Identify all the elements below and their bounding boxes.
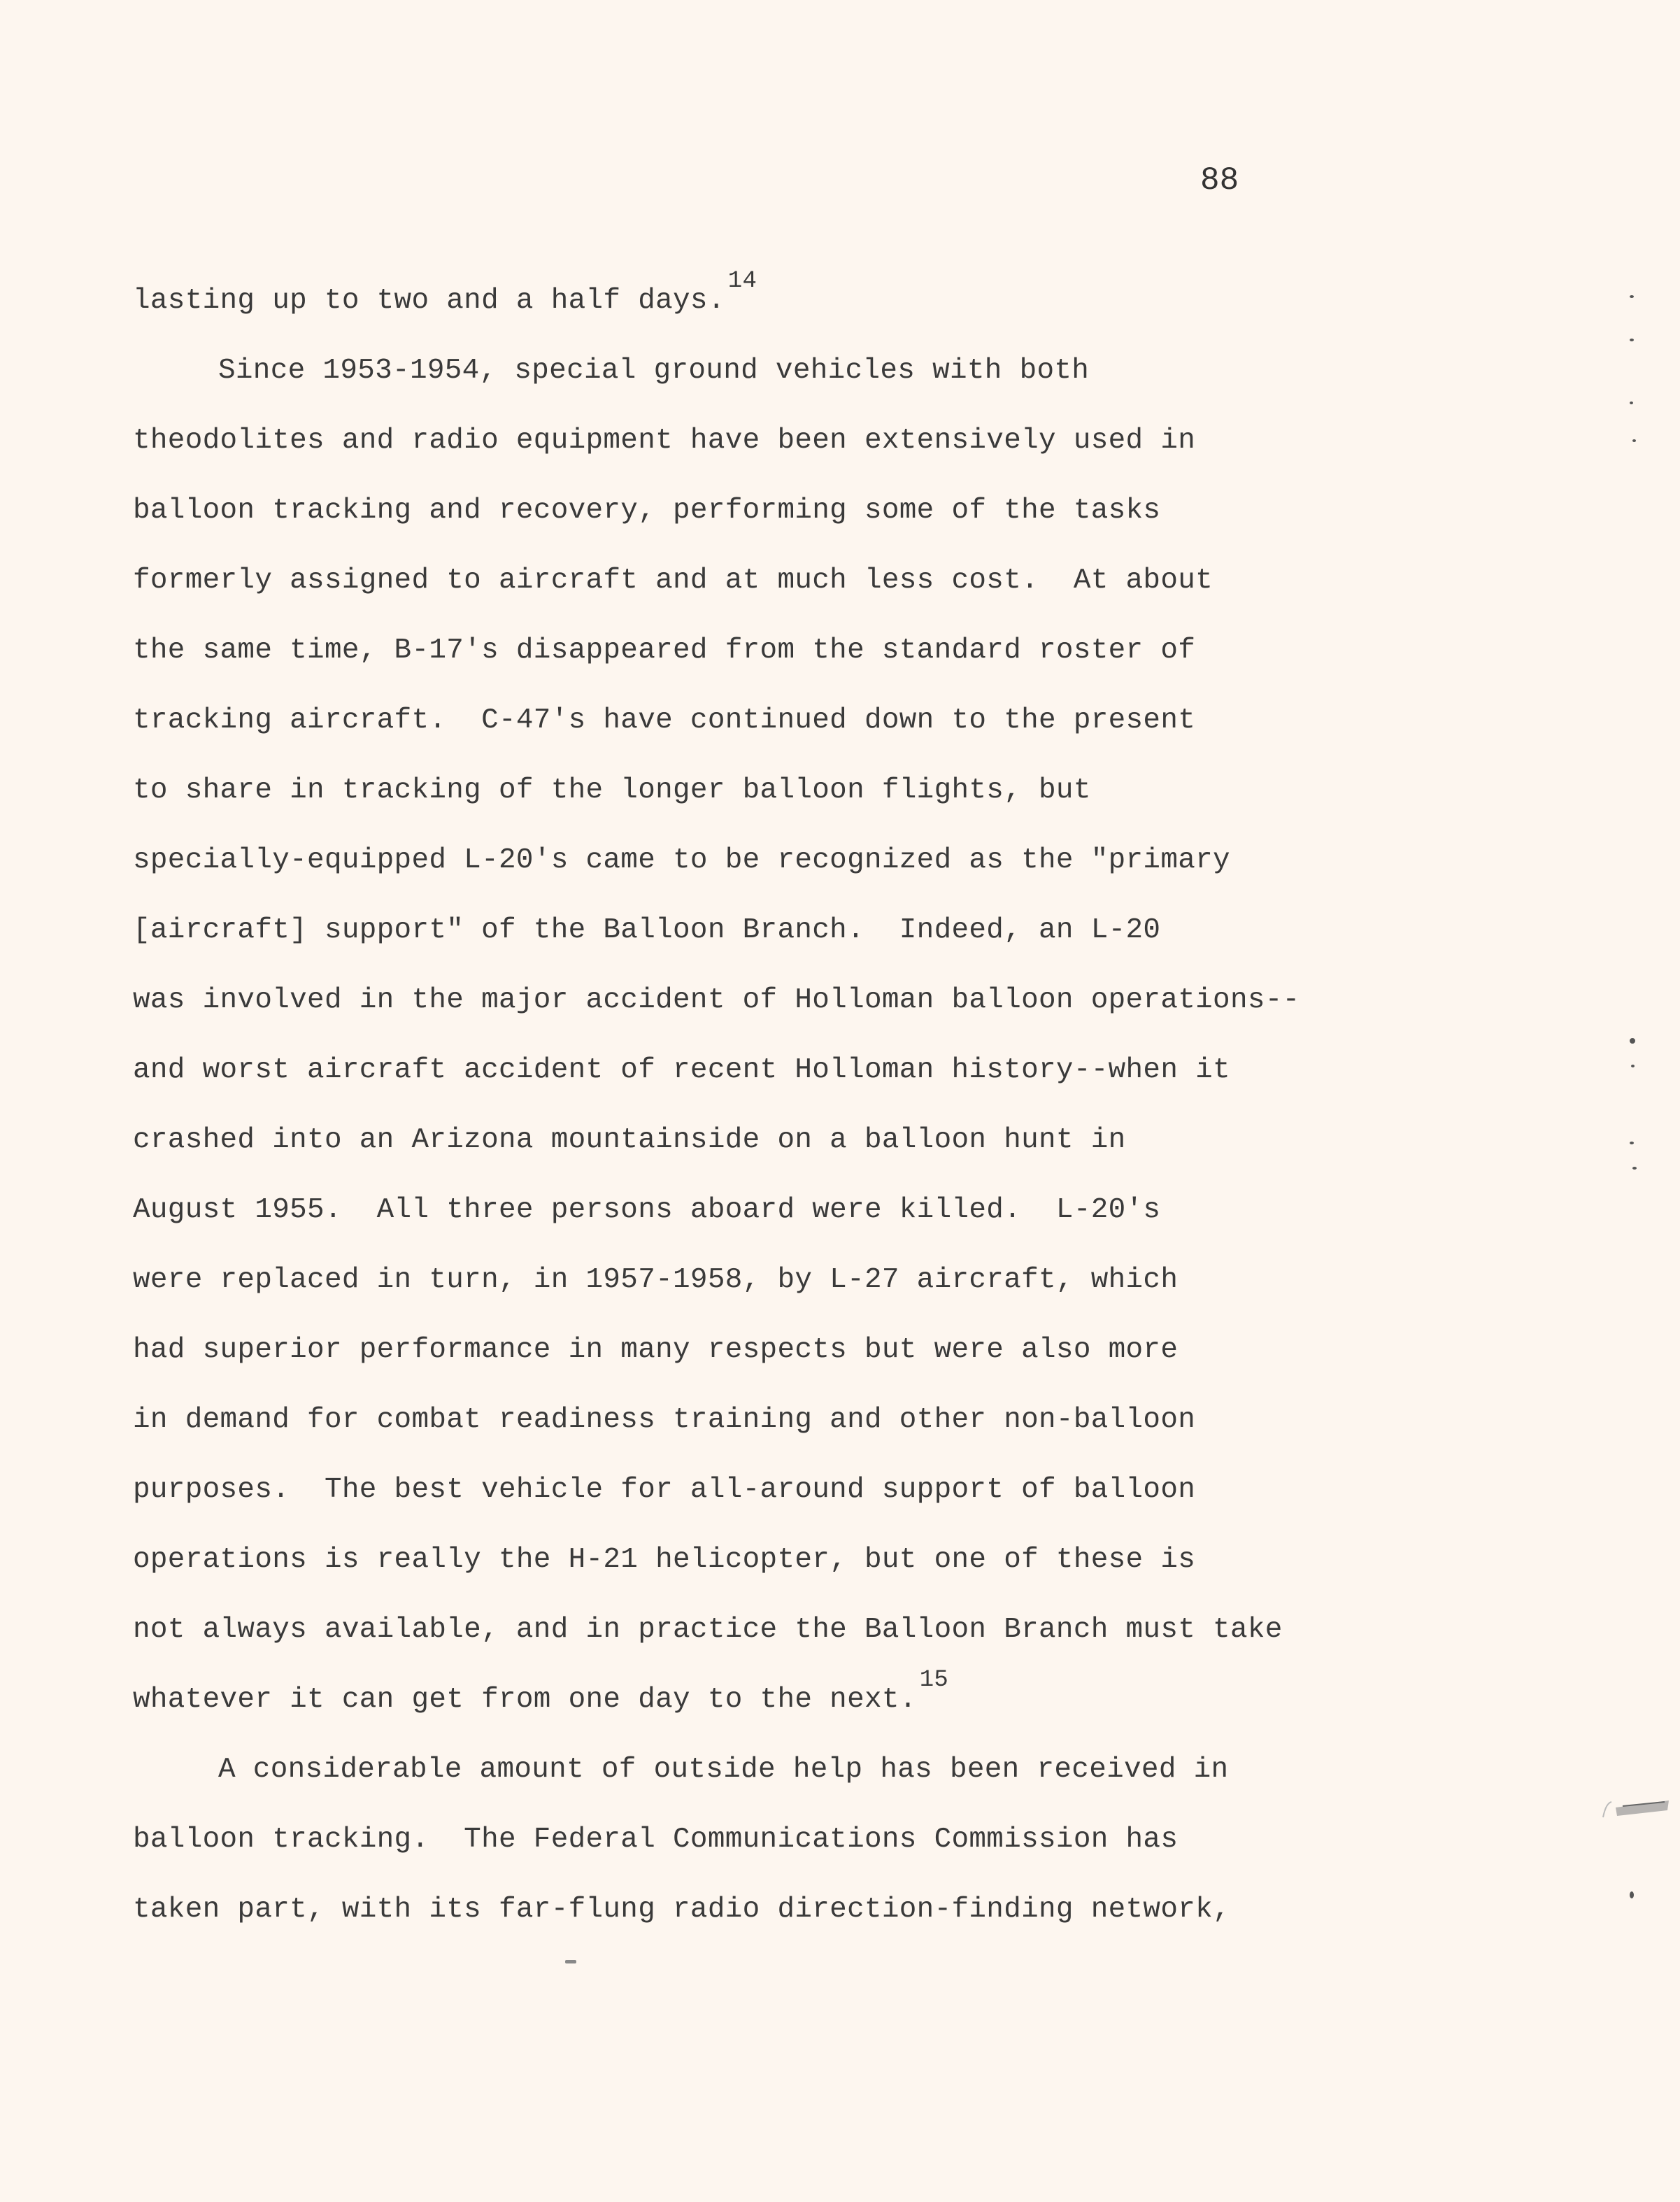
body-text	[133, 266, 1336, 1945]
line-text: August 1955. All three persons aboard were killed. L-20's	[133, 1194, 1161, 1226]
line-text: had superior performance in many respects but were also more	[133, 1334, 1179, 1366]
text-line	[133, 965, 1336, 1035]
line-text: balloon tracking. The Federal Communications Commission has	[133, 1824, 1179, 1856]
text-line	[133, 1525, 1336, 1595]
text-line	[133, 1735, 1336, 1805]
line-text: taken part, with its far-flung radio direction-finding network,	[133, 1894, 1230, 1926]
footnote-marker: 15	[919, 1667, 949, 1693]
text-line	[133, 1245, 1336, 1315]
line-text: in demand for combat readiness training and other non-balloon	[133, 1404, 1196, 1436]
text-line	[133, 1665, 1336, 1735]
line-text: purposes. The best vehicle for all-around support of balloon	[133, 1474, 1196, 1506]
text-line	[133, 755, 1336, 825]
line-text: crashed into an Arizona mountainside on a balloon hunt in	[133, 1124, 1126, 1156]
page-number: 88	[1200, 162, 1239, 199]
margin-speck	[1630, 1142, 1634, 1144]
line-text: theodolites and radio equipment have been extensively used in	[133, 425, 1196, 457]
line-text: [aircraft] support" of the Balloon Branch. Indeed, an L-20	[133, 914, 1161, 946]
text-line	[133, 1175, 1336, 1245]
text-line	[133, 895, 1336, 965]
line-text: operations is really the H-21 helicopter, but one of these is	[133, 1544, 1196, 1576]
margin-speck	[1630, 1038, 1635, 1044]
text-line	[133, 825, 1336, 895]
line-text: formerly assigned to aircraft and at much less cost. At about	[133, 564, 1213, 597]
text-line	[133, 686, 1336, 755]
text-line	[133, 1315, 1336, 1385]
text-line	[133, 1595, 1336, 1665]
line-text: were replaced in turn, in 1957-1958, by L-27 aircraft, which	[133, 1264, 1179, 1296]
text-line	[133, 1385, 1336, 1455]
line-text: lasting up to two and a half days.	[133, 285, 725, 317]
margin-speck	[1630, 402, 1633, 404]
text-line	[133, 1035, 1336, 1105]
line-text: the same time, B-17's disappeared from the standard roster of	[133, 634, 1196, 667]
text-line	[133, 1105, 1336, 1175]
footnote-marker: 14	[727, 268, 757, 294]
margin-speck	[1630, 295, 1634, 298]
text-line	[133, 616, 1336, 686]
text-line	[133, 546, 1336, 616]
margin-speck	[1632, 439, 1636, 442]
line-text: specially-equipped L-20's came to be recognized as the "primary	[133, 844, 1230, 876]
text-line	[133, 1455, 1336, 1525]
line-text: balloon tracking and recovery, performing some of the tasks	[133, 495, 1161, 527]
line-text: was involved in the major accident of Holloman balloon operations--	[133, 984, 1300, 1016]
line-text: to share in tracking of the longer balloon flights, but	[133, 774, 1091, 807]
staple-mark	[1602, 1796, 1672, 1821]
margin-speck	[1630, 1891, 1634, 1898]
text-line	[133, 1805, 1336, 1875]
text-line	[133, 406, 1336, 476]
text-line	[133, 266, 1336, 336]
line-text: Since 1953-1954, special ground vehicles with both	[218, 355, 1090, 387]
line-text: tracking aircraft. C-47's have continued down to the present	[133, 704, 1196, 737]
line-text: not always available, and in practice the Balloon Branch must take	[133, 1614, 1283, 1646]
line-text: A considerable amount of outside help has been received in	[218, 1754, 1229, 1786]
text-line	[133, 336, 1336, 406]
margin-speck	[1632, 1167, 1637, 1170]
margin-speck	[1631, 1065, 1635, 1067]
line-text: whatever it can get from one day to the next.	[133, 1684, 917, 1716]
line-text: and worst aircraft accident of recent Holloman history--when it	[133, 1054, 1230, 1086]
margin-speck	[1630, 339, 1634, 341]
text-line	[133, 476, 1336, 546]
text-line	[133, 1875, 1336, 1945]
bottom-speck	[565, 1960, 576, 1963]
